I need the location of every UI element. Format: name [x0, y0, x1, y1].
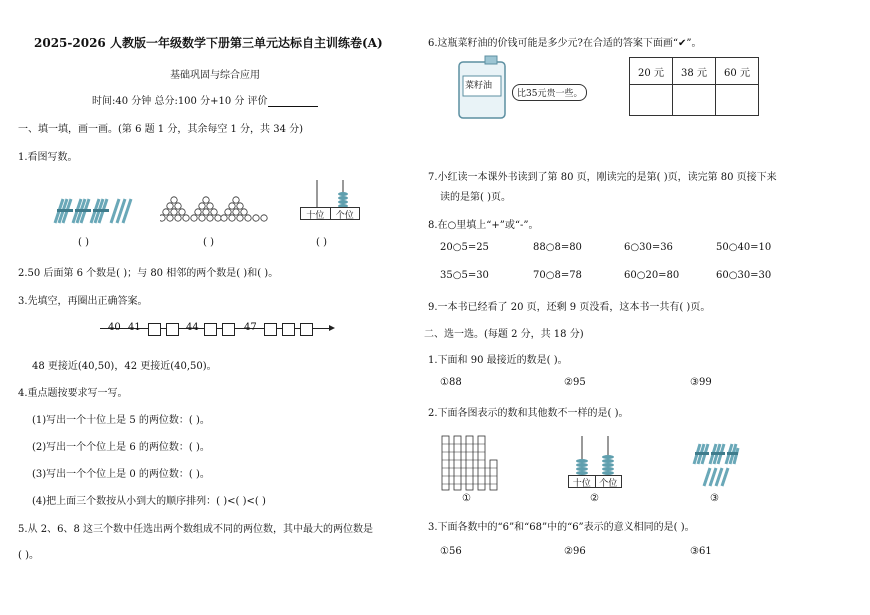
oil-bottle-picture	[455, 54, 510, 119]
abacus-ones-label: 个位	[599, 479, 618, 489]
s2-q1-text: 1.下面和 90 最接近的数是( )。	[428, 355, 568, 366]
q1-answer-blank: ( )	[316, 237, 327, 248]
q9-text: 9.一本书已经看了 20 页，还剩 9 页没看，这本书一共有( )页。	[428, 302, 711, 313]
section2-heading: 二、选一选。(每题 2 分，共 18 分)	[424, 329, 584, 340]
equation: 88○8=80	[533, 242, 582, 253]
number-line-box	[300, 323, 313, 336]
number-line-box	[166, 323, 179, 336]
grade-blank	[268, 95, 318, 107]
exam-meta	[92, 92, 318, 107]
price-option: 20 元	[630, 58, 673, 85]
equation: 60○30=30	[716, 270, 772, 281]
number-line-box	[204, 323, 217, 336]
q3-text: 3.先填空，再圈出正确答案。	[18, 296, 148, 307]
equation: 70○8=78	[533, 270, 582, 281]
section1-heading: 一、填一填，画一画。(第 6 题 1 分，其余每空 1 分，共 34 分)	[18, 124, 304, 135]
number-line-box	[282, 323, 295, 336]
abacus-picture-1	[300, 180, 360, 220]
speech-bubble: 比35元贵一些。	[512, 84, 587, 101]
s2-q1-option[interactable]: ③99	[690, 377, 712, 388]
s2-q1-option[interactable]: ①88	[440, 377, 462, 388]
abacus-tens-label: 十位	[569, 476, 596, 487]
abacus-tens-label: 十位	[301, 208, 331, 219]
number-line-box	[264, 323, 277, 336]
number-line-box	[222, 323, 235, 336]
number-line	[100, 318, 340, 342]
s2-q1-option[interactable]: ②95	[564, 377, 586, 388]
q4-text: 4.重点题按要求写一写。	[18, 388, 128, 399]
s2-q3-option[interactable]: ③61	[690, 546, 712, 557]
q5-text: 5.从 2、6、8 这三个数中任选出两个数组成不同的两位数，其中最大的两位数是	[18, 524, 373, 535]
s2-q3-option[interactable]: ②96	[564, 546, 586, 557]
q6-text: 6.这瓶菜籽油的价钱可能是多少元?在合适的答案下面画“✔”。	[428, 38, 702, 49]
q8-text: 8.在○里填上“+”或“-”。	[428, 220, 539, 231]
s2-q2-label[interactable]: ①	[462, 493, 471, 504]
q1-answer-blank: ( )	[78, 237, 89, 248]
subtitle: 基础巩固与综合应用	[170, 70, 260, 81]
price-option: 38 元	[673, 58, 716, 85]
q7-text: 7.小红读一本课外书读到了第 80 页，刚读完的是第( )页，读完第 80 页接下来	[428, 172, 777, 183]
s2-q2-text: 2.下面各图表示的数和其他数不一样的是( )。	[428, 408, 629, 419]
q7-text-cont: 读的是第( )页。	[440, 192, 511, 203]
q4-part4: (4)把上面三个数按从小到大的顺序排列：( )<( )<( )	[32, 496, 266, 507]
checkmark-cell[interactable]	[673, 85, 716, 116]
bottle-label: 菜籽油	[465, 81, 493, 91]
base-ten-rods-picture	[440, 434, 500, 492]
q4-part1: (1)写出一个十位上是 5 的两位数：( )。	[32, 415, 210, 426]
q4-part2: (2)写出一个个位上是 6 的两位数：( )。	[32, 442, 210, 453]
number-line-box	[148, 323, 161, 336]
bundled-sticks-picture	[45, 195, 135, 225]
price-option: 60 元	[716, 58, 759, 85]
price-table	[629, 57, 759, 116]
s2-q3-text: 3.下面各数中的“6”和“68”中的“6”表示的意义相同的是( )。	[428, 522, 695, 533]
number-line-label: 41	[128, 322, 141, 333]
meta-text: 时间:40 分钟 总分:100 分+10 分 评价	[92, 96, 268, 107]
number-line-label: 44	[186, 322, 199, 333]
abacus-ones-label: 个位	[335, 211, 354, 221]
q1-answer-blank: ( )	[203, 237, 214, 248]
bundled-sticks-picture-2	[688, 442, 740, 488]
equation: 20○5=25	[440, 242, 489, 253]
checkmark-cell[interactable]	[630, 85, 673, 116]
q1-text: 1.看图写数。	[18, 152, 78, 163]
s2-q3-option[interactable]: ①56	[440, 546, 462, 557]
equation: 6○30=36	[624, 242, 673, 253]
q4-part3: (3)写出一个个位上是 0 的两位数：( )。	[32, 469, 210, 480]
number-line-label: 47	[244, 322, 257, 333]
abacus-picture-2	[568, 436, 622, 488]
s2-q2-label[interactable]: ③	[710, 493, 719, 504]
s2-q2-label[interactable]: ②	[590, 493, 599, 504]
equation: 60○20=80	[624, 270, 680, 281]
q3-statement: 48 更接近(40,50)，42 更接近(40,50)。	[32, 361, 217, 372]
equation: 35○5=30	[440, 270, 489, 281]
page-title: 2025-2026 人教版一年级数学下册第三单元达标自主训练卷(A)	[34, 36, 383, 50]
number-line-label: 40	[108, 322, 121, 333]
q2-text: 2.50 后面第 6 个数是( )；与 80 相邻的两个数是( )和( )。	[18, 268, 279, 279]
triangle-dots-picture	[160, 196, 270, 224]
q5-blank: ( )。	[18, 550, 39, 561]
checkmark-cell[interactable]	[716, 85, 759, 116]
equation: 50○40=10	[716, 242, 772, 253]
